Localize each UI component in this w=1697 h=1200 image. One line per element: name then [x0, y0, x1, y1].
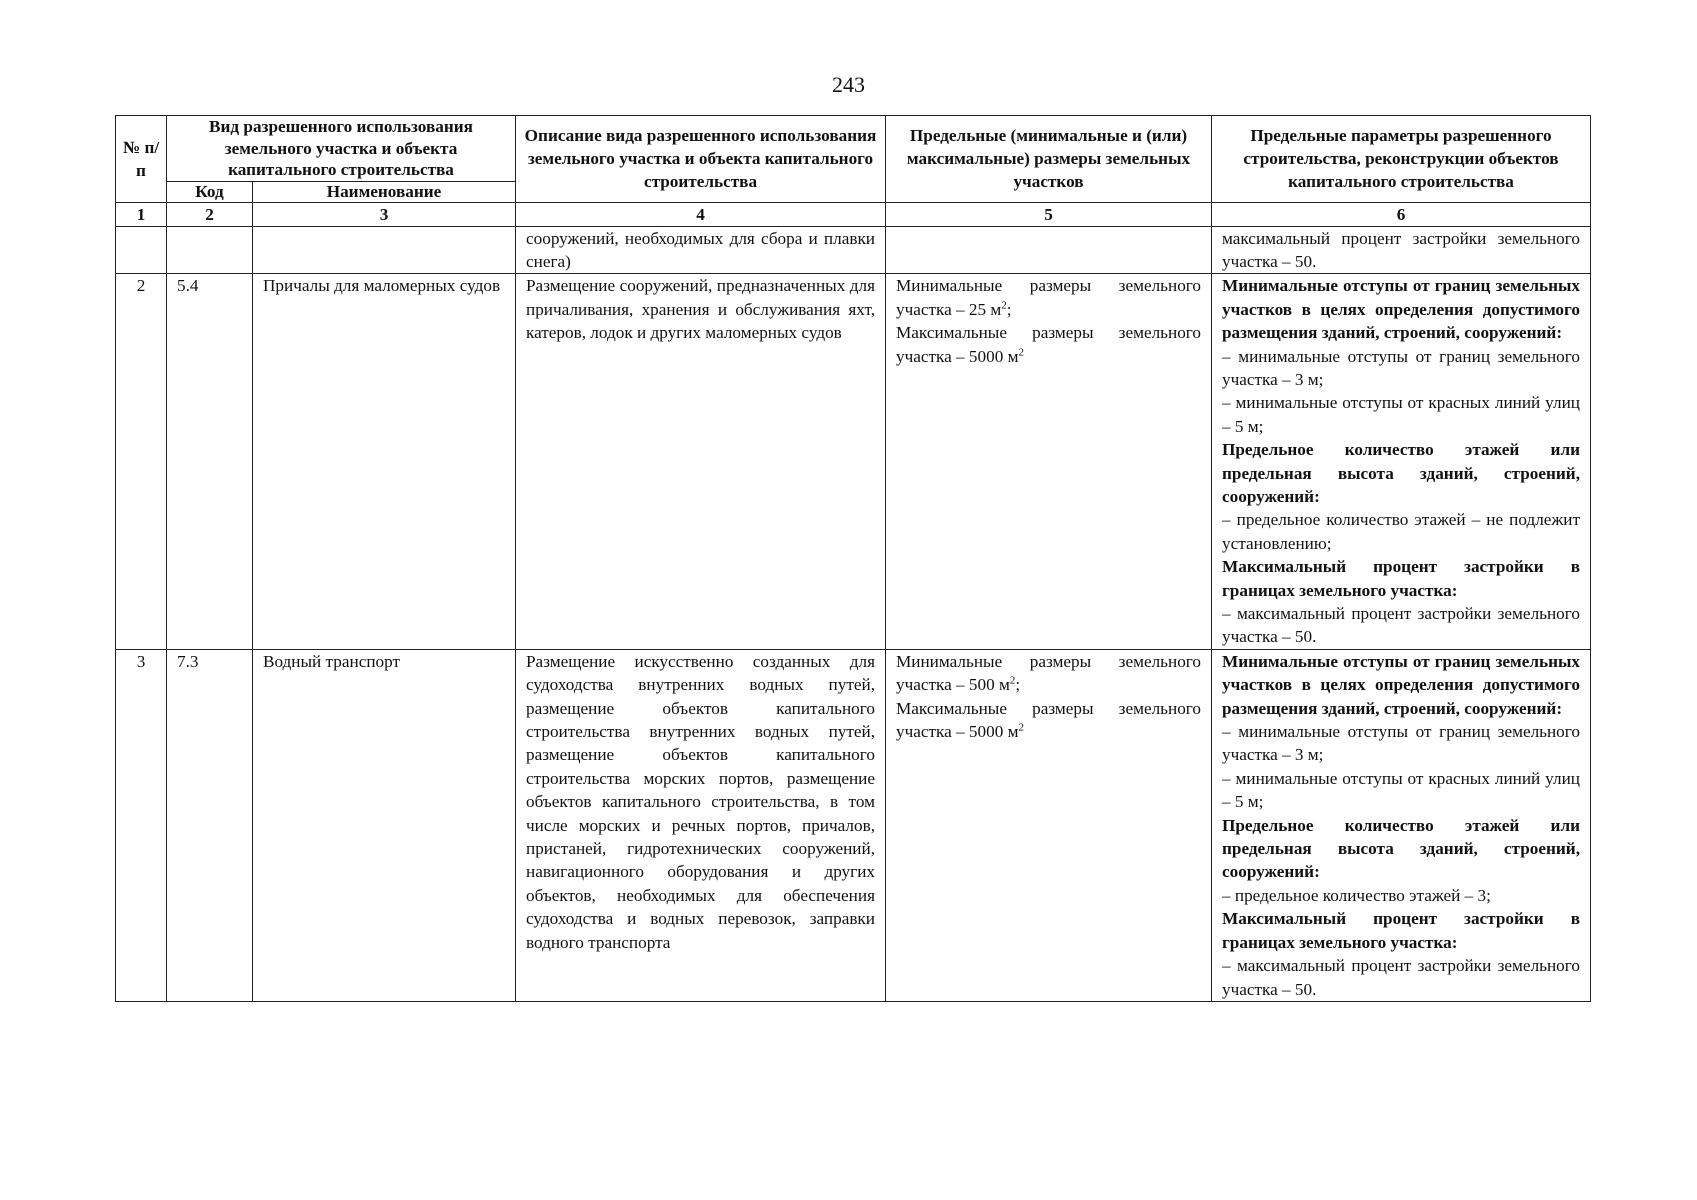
param-line: – предельное количество этажей – 3; [1222, 885, 1491, 905]
row-description-cell: Размещение искусственно созданных для судоходства внутренних водных путей, размещение объектов капитального строительства внутренних водных путей, размещение объектов капитального строительства морских портов, размещение объектов капитального строительства, в том числе морских и речных портов, причалов, пристаней, гидротехнических сооружений, навигационного оборудования и других объектов, необходимых для обеспечения судоходства и водных перевозок, заправки водного транспорта [516, 649, 886, 1001]
param-line: – минимальные отступы от границ земельного участка – 3 м; [1222, 722, 1580, 765]
row-sizes-cell [886, 226, 1212, 274]
param-line: – минимальные отступы от красных линий улиц – 5 м; [1222, 393, 1580, 436]
column-number: 2 [167, 202, 253, 226]
table-row [116, 274, 1591, 650]
size-unit-superscript: 2 [1001, 298, 1007, 311]
param-line: максимальный процент застройки земельного участка – 50. [1222, 228, 1580, 271]
size-line [896, 697, 1201, 744]
column-number: 1 [116, 202, 167, 226]
page-number: 243 [832, 72, 865, 97]
param-heading: Максимальный процент застройки в границах земельного участка: [1222, 557, 1580, 600]
param-heading: Максимальный процент застройки в границах земельного участка: [1222, 909, 1580, 952]
row-number-cell [116, 226, 167, 274]
size-line [896, 274, 1201, 321]
size-unit-superscript: 2 [1018, 721, 1024, 734]
size-tail: ; [1006, 299, 1012, 319]
size-text: Максимальные размеры земельного участка – 5000 м [896, 698, 1201, 742]
param-line: – максимальный процент застройки земельного участка – 50. [1222, 604, 1580, 647]
column-number: 4 [516, 202, 886, 226]
table-row [116, 226, 1591, 274]
param-line: – минимальные отступы от границ земельного участка – 3 м; [1222, 346, 1580, 389]
size-line [896, 321, 1201, 368]
param-line: – минимальные отступы от красных линий улиц – 5 м; [1222, 768, 1580, 812]
header-code: Код [167, 181, 253, 202]
row-description-cell: Размещение сооружений, предназначенных для причаливания, хранения и обслуживания яхт, катеров, лодок и других маломерных судов [516, 274, 886, 650]
row-number-cell: 3 [116, 649, 167, 1001]
column-number: 5 [886, 202, 1212, 226]
header-name: Наименование [253, 181, 516, 202]
row-sizes-cell [886, 649, 1212, 1001]
row-name-cell: Причалы для маломерных судов [253, 274, 516, 650]
param-heading: Предельное количество этажей или предельная высота зданий, строений, сооружений: [1222, 440, 1580, 506]
header-sizes: Предельные (минимальные и (или) максимальные) размеры земельных участков [886, 116, 1212, 203]
row-number-cell: 2 [116, 274, 167, 650]
param-heading: Минимальные отступы от границ земельных участков в целях определения допустимого размещения зданий, строений, сооружений: [1222, 276, 1580, 343]
param-heading: Минимальные отступы от границ земельных участков в целях определения допустимого размещения зданий, строений, сооружений: [1222, 651, 1580, 718]
row-params-cell [1212, 226, 1591, 274]
size-unit-superscript: 2 [1009, 674, 1016, 687]
size-line [896, 650, 1201, 697]
size-text: Максимальные размеры земельного участка – 5000 м [896, 323, 1201, 366]
row-name-cell [253, 226, 516, 274]
header-description: Описание вида разрешенного использования земельного участка и объекта капитального строительства [516, 116, 886, 203]
header-params: Предельные параметры разрешенного строительства, реконструкции объектов капитального строительства [1212, 116, 1591, 203]
param-line: – предельное количество этажей – не подлежит установлению; [1222, 510, 1580, 553]
row-params-cell [1212, 649, 1591, 1001]
size-unit-superscript: 2 [1018, 345, 1024, 358]
column-number-row [116, 202, 1591, 226]
row-code-cell: 5.4 [167, 274, 253, 650]
row-description-cell: сооружений, необходимых для сбора и плавки снега) [516, 226, 886, 274]
param-heading: Предельное количество этажей или предельная высота зданий, строений, сооружений: [1222, 815, 1580, 882]
header-num: № п/п [116, 116, 167, 203]
column-number: 3 [253, 202, 516, 226]
row-code-cell: 7.3 [167, 649, 253, 1001]
header-row-top [116, 116, 1591, 182]
header-use-type: Вид разрешенного использования земельного участка и объекта капитального строительства [167, 116, 516, 182]
size-text: Минимальные размеры земельного участка – 500 м [896, 651, 1201, 695]
size-tail: ; [1015, 675, 1021, 695]
table-body [116, 226, 1591, 1001]
row-params-cell [1212, 274, 1591, 650]
row-code-cell [167, 226, 253, 274]
param-line: – максимальный процент застройки земельного участка – 50. [1222, 956, 1580, 999]
column-number: 6 [1212, 202, 1591, 226]
land-use-table [115, 115, 1591, 1002]
size-text: Минимальные размеры земельного участка – 25 м [896, 276, 1201, 319]
row-sizes-cell [886, 274, 1212, 650]
row-name-cell: Водный транспорт [253, 649, 516, 1001]
table-row [116, 649, 1591, 1001]
